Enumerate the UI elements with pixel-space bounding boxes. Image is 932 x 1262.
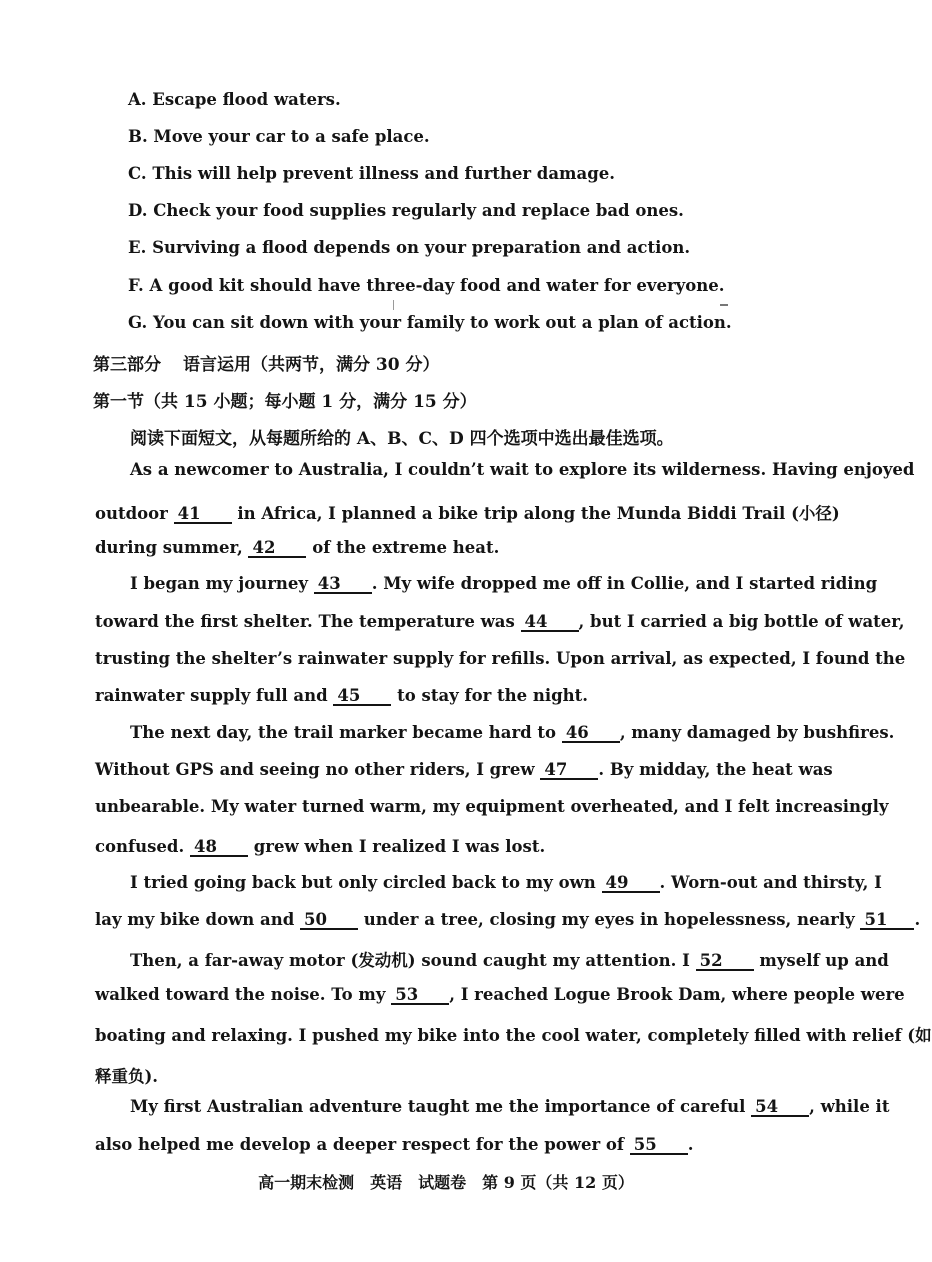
blank-41: 41: [174, 505, 232, 524]
passage-line: lay my bike down and 50 under a tree, closing my eyes in hopelessness, nearly 51 .: [95, 910, 921, 929]
passage-line: Without GPS and seeing no other riders, I grew 47 . By midday, the heat was: [95, 760, 833, 779]
option-b: B. Move your car to a safe place.: [128, 127, 430, 146]
option-c: C. This will help prevent illness and further damage.: [128, 164, 615, 183]
option-f: F. A good kit should have three-day food and water for everyone.: [128, 276, 725, 295]
blank-54: 54: [751, 1098, 809, 1117]
option-g: G. You can sit down with your family to work out a plan of action.: [128, 313, 732, 332]
blank-46: 46: [562, 724, 620, 743]
passage-line: boating and relaxing. I pushed my bike into the cool water, completely filled with relief (如: [95, 1026, 932, 1045]
instruction: 阅读下面短文，从每题所给的 A、B、C、D 四个选项中选出最佳选项。: [130, 429, 674, 449]
blank-50: 50: [300, 911, 358, 930]
passage-line: walked toward the noise. To my 53 , I reached Logue Brook Dam, where people were: [95, 985, 905, 1004]
scan-mark: [720, 304, 728, 306]
blank-45: 45: [333, 687, 391, 706]
passage-line: confused. 48 grew when I realized I was lost.: [95, 837, 546, 856]
blank-47: 47: [540, 761, 598, 780]
blank-44: 44: [521, 613, 579, 632]
page-footer: 高一期末检测 英语 试题卷 第 9 页（共 12 页）: [258, 1173, 634, 1192]
passage-line: I tried going back but only circled back to my own 49 . Worn-out and thirsty, I: [130, 873, 882, 892]
scan-mark: [393, 300, 394, 310]
passage-line: during summer, 42 of the extreme heat.: [95, 538, 500, 557]
passage-line: toward the first shelter. The temperature was 44 , but I carried a big bottle of water,: [95, 612, 905, 631]
subsection-heading: 第一节（共 15 小题；每小题 1 分，满分 15 分）: [93, 392, 477, 412]
passage-line: My first Australian adventure taught me the importance of careful 54 , while it: [130, 1097, 890, 1116]
blank-49: 49: [602, 874, 660, 893]
passage-line: Then, a far-away motor (发动机) sound caught my attention. I 52 myself up and: [130, 951, 889, 970]
passage-line: The next day, the trail marker became hard to 46 , many damaged by bushfires.: [130, 723, 895, 742]
passage-line: 释重负).: [95, 1067, 159, 1086]
passage-line: As a newcomer to Australia, I couldn’t wait to explore its wilderness. Having enjoyed: [130, 460, 915, 479]
blank-52: 52: [696, 952, 754, 971]
passage-line: unbearable. My water turned warm, my equipment overheated, and I felt increasingly: [95, 797, 889, 816]
blank-43: 43: [314, 575, 372, 594]
part-title: 语言运用（共两节，满分 30 分）: [183, 355, 440, 375]
blank-55: 55: [630, 1136, 688, 1155]
passage-line: I began my journey 43 . My wife dropped me off in Collie, and I started riding: [130, 574, 878, 593]
passage-line: trusting the shelter’s rainwater supply for refills. Upon arrival, as expected, I found the: [95, 649, 906, 668]
option-d: D. Check your food supplies regularly and replace bad ones.: [128, 201, 684, 220]
passage-line: rainwater supply full and 45 to stay for the night.: [95, 686, 589, 705]
passage-line: also helped me develop a deeper respect for the power of 55 .: [95, 1135, 694, 1154]
part-label: 第三部分: [93, 355, 161, 375]
blank-48: 48: [190, 838, 248, 857]
section-heading: [93, 350, 440, 375]
blank-53: 53: [391, 986, 449, 1005]
option-a: A. Escape flood waters.: [128, 90, 341, 109]
blank-42: 42: [248, 539, 306, 558]
blank-51: 51: [860, 911, 914, 930]
passage-line: outdoor 41 in Africa, I planned a bike trip along the Munda Biddi Trail (小径): [95, 504, 840, 523]
option-e: E. Surviving a flood depends on your preparation and action.: [128, 238, 691, 257]
